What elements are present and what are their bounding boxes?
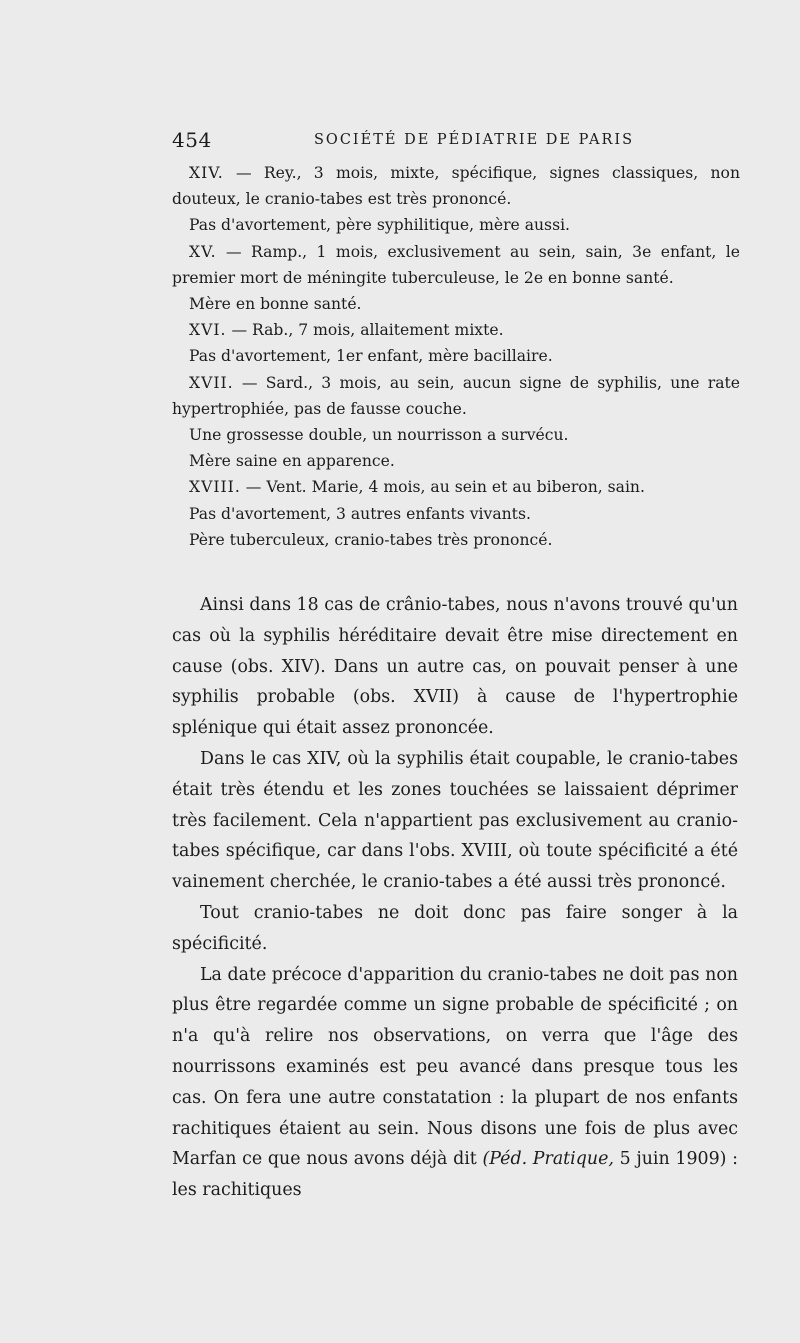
observation-line (172, 501, 740, 527)
observation-label: XVI. (189, 321, 227, 340)
observation-text: — Vent. Marie, 4 mois, au sein et au biberon, sain. (240, 478, 645, 497)
observation-line (172, 160, 740, 212)
observation-text: Mère en bonne santé. (189, 295, 362, 314)
observation-text: — Rey., 3 mois, mixte, spécifique, signes classiques, non douteux, le cranio-tabes est très prononcé. (172, 164, 740, 209)
citation-reference: (Péd. Pratique, (482, 1149, 614, 1170)
body-paragraph: Dans le cas XIV, où la syphilis était coupable, le cranio-tabes était très étendu et les zones touchées se laissaient déprimer très facilement. Cela n'appartient pas exclusivement au cranio-tabes spécifique, car dans l'obs. XVIII, où toute spécificité a été vainement cherchée, le cranio-tabes a été aussi très prononcé. (172, 748, 738, 893)
observation-text: — Ramp., 1 mois, exclusivement au sein, sain, 3e enfant, le premier mort de méningite tuberculeuse, le 2e en bonne santé. (172, 242, 740, 287)
page-number: 454 (172, 128, 212, 152)
observation-label: XVIII. (189, 478, 241, 497)
observation-line (172, 212, 740, 238)
paragraph-text: La date précoce d'apparition du cranio-tabes ne doit pas non plus être regardée comme un signe probable de spécificité ; on n'a qu'à relire nos observations, on verra que l'âge des nourrissons examinés est peu avancé dans presque tous les cas. On fera une autre constatation : la plupart de nos enfants rachitiques étaient au sein. Nous disons une fois de plus avec Marfan ce que nous avons déjà dit (172, 964, 738, 1170)
body-paragraph: Ainsi dans 18 cas de crânio-tabes, nous n'avons trouvé qu'un cas où la syphilis héréditaire devait être mise directement en cause (obs. XIV). Dans un autre cas, on pouvait penser à une syphilis probable (obs. XVII) à cause de l'hypertrophie splénique qui était assez prononcée. (172, 595, 738, 739)
journal-title: SOCIÉTÉ DE PÉDIATRIE DE PARIS (314, 132, 635, 148)
observation-line (172, 317, 740, 343)
observation-label: XIV. (189, 164, 224, 182)
observation-line (172, 448, 740, 474)
observation-text: Une grossesse double, un nourrisson a survécu. (189, 426, 569, 445)
observation-text: Père tuberculeux, cranio-tabes très prononcé. (189, 530, 553, 549)
observation-list (172, 160, 740, 553)
observation-line (172, 291, 740, 317)
observation-text: Pas d'avortement, père syphilitique, mère aussi. (189, 216, 571, 235)
observation-line (172, 422, 740, 448)
observation-text: — Sard., 3 mois, au sein, aucun signe de syphilis, une rate hypertrophiée, pas de fausse couche. (172, 373, 740, 418)
discussion-text (172, 590, 738, 1206)
body-paragraph: Tout cranio-tabes ne doit donc pas faire songer à la spécificité. (172, 902, 738, 954)
observation-text: — Rab., 7 mois, allaitement mixte. (226, 321, 504, 340)
observation-line (172, 343, 740, 369)
observation-line (172, 239, 740, 291)
body-paragraph (172, 960, 738, 1206)
observation-label: XV. (189, 242, 217, 261)
observation-line (172, 474, 740, 500)
observation-line (172, 370, 740, 422)
observation-text: Mère saine en apparence. (189, 452, 395, 471)
observation-line (172, 527, 740, 553)
paragraph-tail: 5 juin 1909) : les rachitiques (172, 1149, 738, 1201)
running-head (172, 128, 738, 156)
observation-label: XVII. (189, 373, 234, 392)
observation-text: Pas d'avortement, 1er enfant, mère bacillaire. (189, 347, 553, 366)
observation-text: Pas d'avortement, 3 autres enfants vivants. (189, 504, 531, 523)
